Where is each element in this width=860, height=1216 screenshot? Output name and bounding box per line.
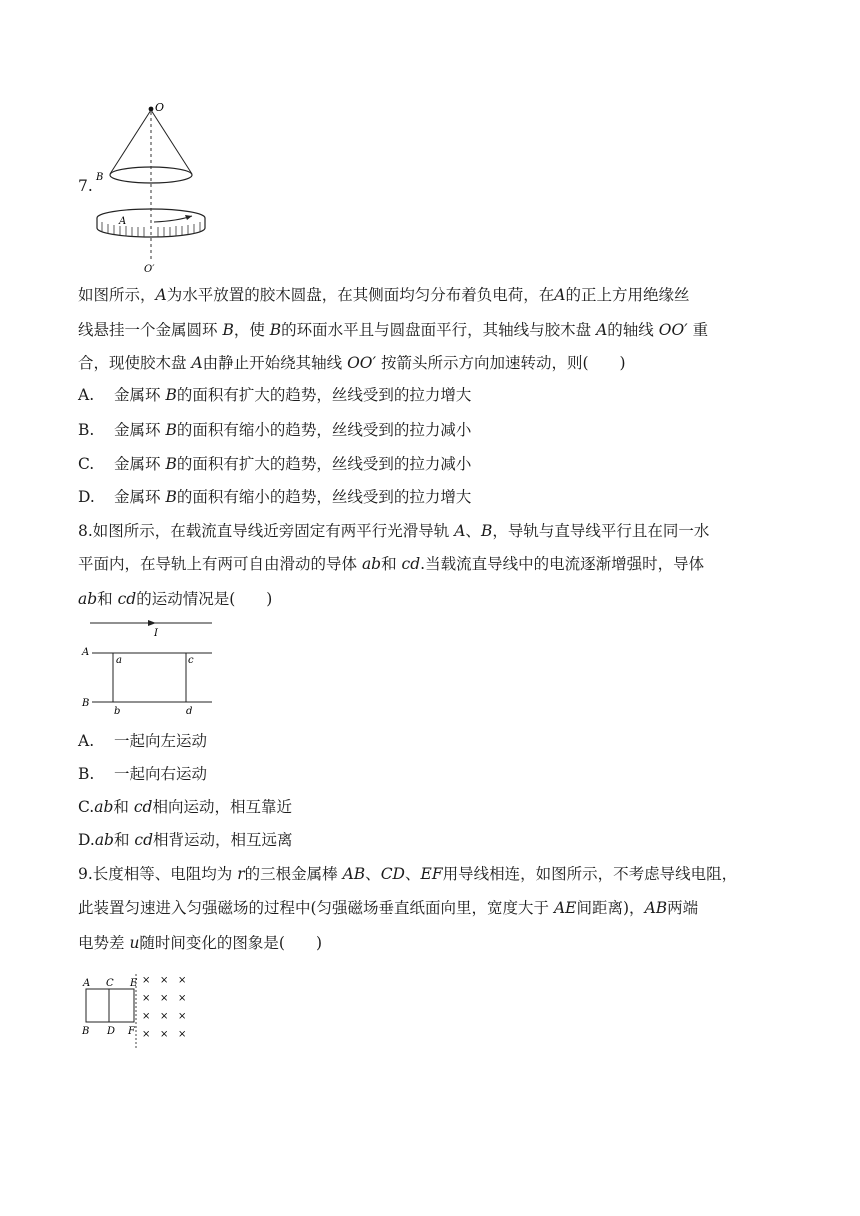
q9-stem-line-2: 此装置匀速进入匀强磁场的过程中(匀强磁场垂直纸面向里，宽度大于 AE间距离)，AB两端 [78, 899, 699, 917]
q9-label-a: A [83, 978, 91, 989]
q8-label-d: d [186, 706, 193, 717]
q7-stem-line-2: 线悬挂一个金属圆环 B，使 B的环面水平且与圆盘面平行，其轴线与胶木盘 A的轴线 OO′ 重 [78, 321, 709, 339]
q7-point-o [149, 107, 154, 112]
q8-figure [80, 616, 220, 718]
q9-frame [86, 989, 134, 1022]
q8-label-c: c [188, 655, 194, 666]
q7-option-b[interactable]: B. 金属环 B的面积有缩小的趋势，丝线受到的拉力减小 [78, 421, 472, 439]
q9-label-e: E [130, 978, 138, 989]
q9-field-cross: × [178, 993, 187, 1004]
q8-stem-line-1: 8.如图所示，在载流直导线近旁固定有两平行光滑导轨 A、B，导轨与直导线平行且在同一水 [78, 522, 710, 540]
q7-number: 7. [78, 177, 93, 195]
q9-field-crosses [142, 975, 186, 1040]
q9-field-cross: × [160, 1029, 169, 1040]
q8-label-rail-a: A [82, 647, 90, 658]
q9-label-d: D [107, 1026, 116, 1037]
q9-field-cross: × [142, 1029, 151, 1040]
q7-label-a: A [119, 216, 127, 227]
q8-current-arrow [148, 620, 156, 626]
q8-option-c[interactable]: C.ab和 cd相向运动，相互靠近 [78, 798, 292, 816]
q7-cone-right [151, 110, 192, 174]
q7-figure [92, 100, 222, 278]
q8-option-b[interactable]: B. 一起向右运动 [78, 765, 208, 783]
q7-label-o-prime: O′ [144, 264, 155, 275]
q8-label-rail-b: B [82, 698, 90, 709]
q7-option-c[interactable]: C. 金属环 B的面积有扩大的趋势，丝线受到的拉力减小 [78, 455, 472, 473]
q9-stem-line-3: 电势差 u随时间变化的图象是( ) [78, 934, 323, 952]
q8-label-a: a [116, 655, 122, 666]
q9-figure [78, 970, 198, 1052]
q9-field-cross: × [178, 1029, 187, 1040]
q9-label-c: C [106, 978, 114, 989]
q7-label-o: O [155, 101, 165, 114]
q9-field-cross: × [142, 1011, 151, 1022]
q9-field-cross: × [178, 975, 187, 986]
q8-option-a[interactable]: A. 一起向左运动 [78, 732, 208, 750]
q9-label-f: F [128, 1026, 135, 1037]
q8-label-b: b [114, 706, 121, 717]
q7-option-d[interactable]: D. 金属环 B的面积有缩小的趋势，丝线受到的拉力增大 [78, 488, 472, 506]
q9-field-cross: × [178, 1011, 187, 1022]
q7-stem-line-1: 如图所示，A为水平放置的胶木圆盘，在其侧面均匀分布着负电荷，在A的正上方用绝缘丝 [78, 286, 690, 304]
q7-option-a[interactable]: A. 金属环 B的面积有扩大的趋势，丝线受到的拉力增大 [78, 386, 472, 404]
q8-option-d[interactable]: D.ab和 cd相背运动，相互远离 [78, 831, 293, 849]
q8-stem-line-3: ab和 cd的运动情况是( ) [78, 590, 273, 608]
q9-field-cross: × [160, 975, 169, 986]
q9-label-b: B [82, 1026, 90, 1037]
q9-field-cross: × [142, 975, 151, 986]
q9-field-cross: × [160, 993, 169, 1004]
q7-stem-line-3: 合，现使胶木盘 A由静止开始绕其轴线 OO′ 按箭头所示方向加速转动，则( ) [78, 354, 626, 372]
q8-stem-line-2: 平面内，在导轨上有两可自由滑动的导体 ab和 cd.当载流直导线中的电流逐渐增强时，导体 [78, 555, 705, 573]
q7-cone-left [110, 110, 151, 174]
q8-label-i: I [154, 628, 158, 639]
q7-label-b: B [96, 172, 104, 183]
q9-field-cross: × [142, 993, 151, 1004]
q9-stem-line-1: 9.长度相等、电阻均为 r的三根金属棒 AB、CD、EF用导线相连，如图所示，不考虑导线电阻， [78, 865, 738, 883]
q9-field-cross: × [160, 1011, 169, 1022]
